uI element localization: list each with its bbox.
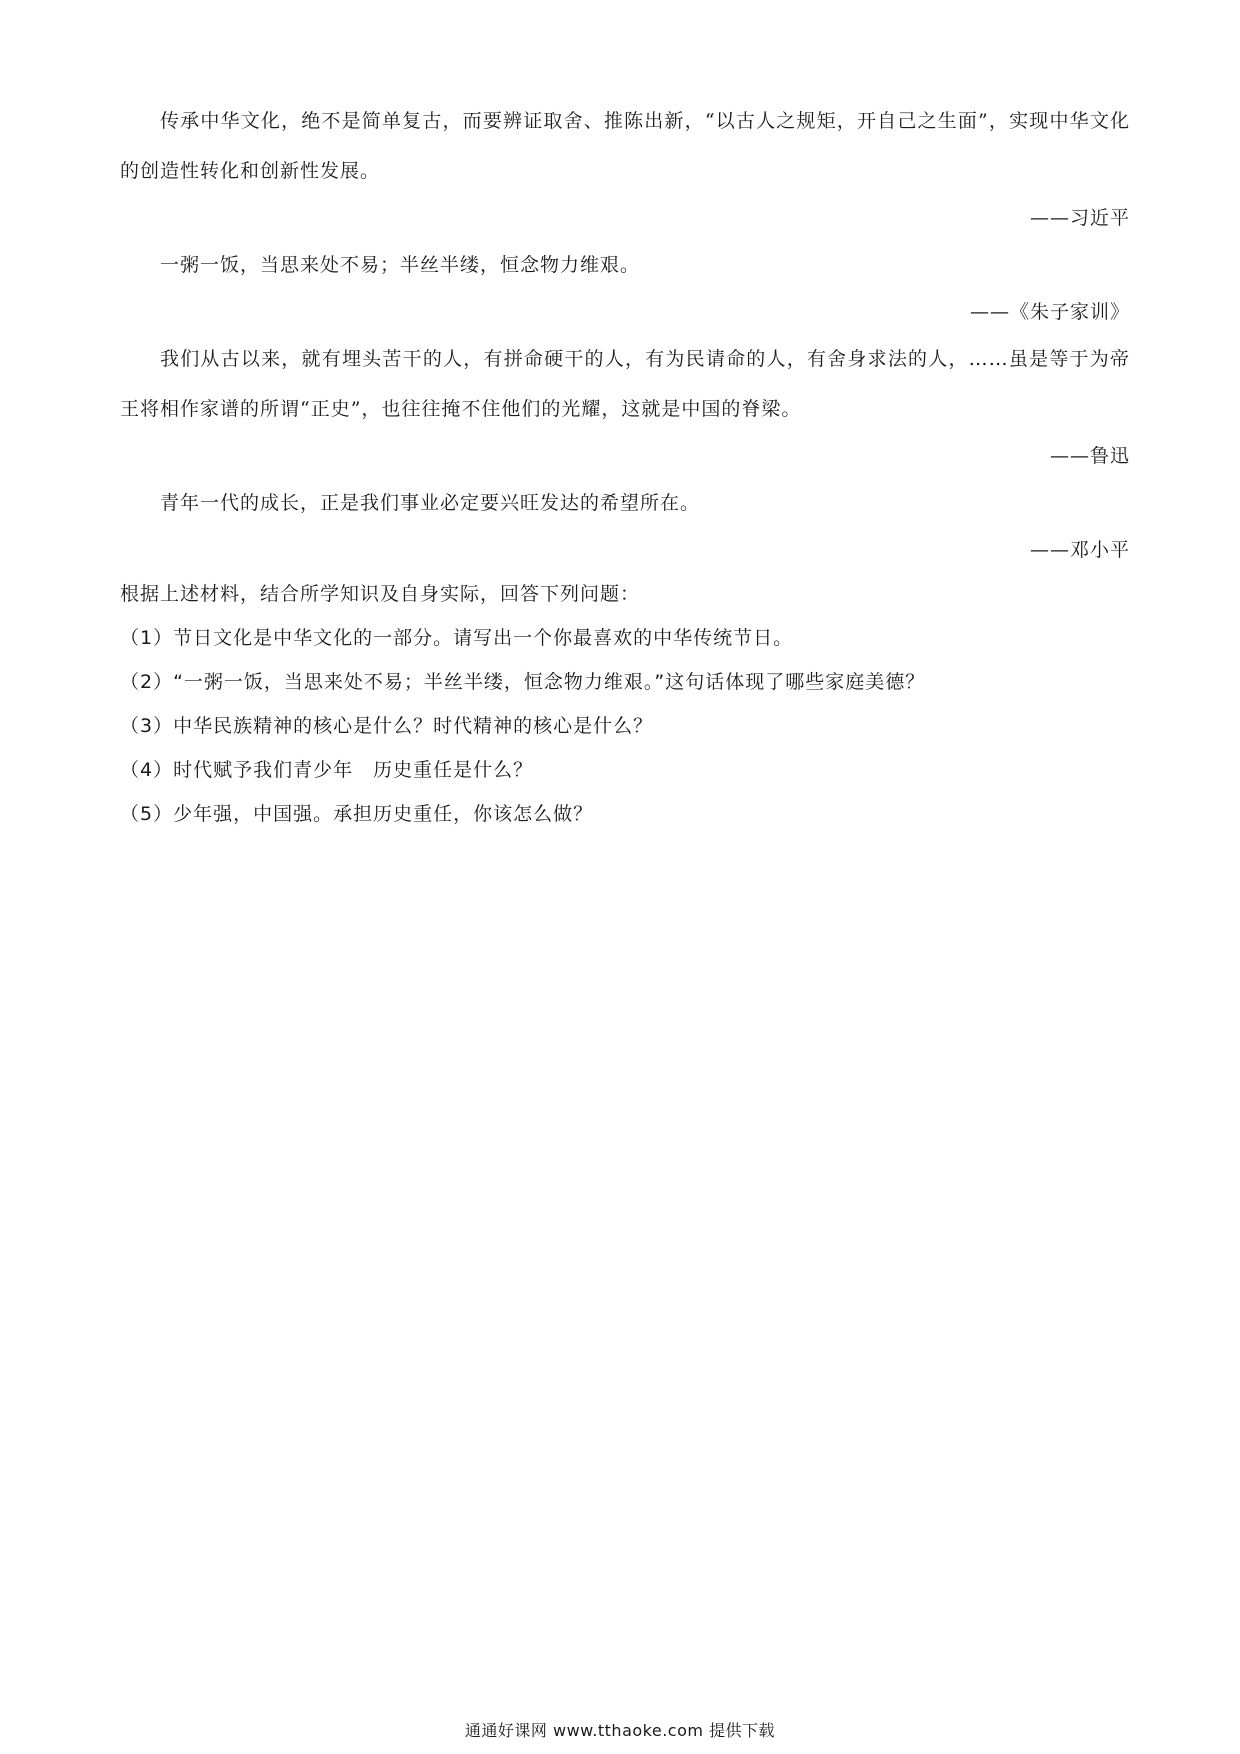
page-footer: 通通好课网 www.tthaoke.com 提供下载 [464,1721,776,1740]
quote-source: ——鲁迅 [1049,445,1130,467]
quote-source: ——邓小平 [1029,539,1130,561]
question-item-5: （5）少年强，中国强。承担历史重任，你该怎么做？ [120,803,594,825]
quote-text: 一粥一饭，当思来处不易；半丝半缕，恒念物力维艰。 [160,254,641,276]
quote-text: 青年一代的成长，正是我们事业必定要兴旺发达的希望所在。 [160,492,701,514]
quote-block-3 [120,334,1130,478]
quote-text: 我们从古以来，就有埋头苦干的人，有拼命硬干的人，有为民请命的人，有舍身求法的人，……虽是等于为帝王将相作家谱的所谓“正史”，也往往掩不住他们的光耀，这就是中国的脊梁。 [120,348,1130,420]
quote-text: 传承中华文化，绝不是简单复古，而要辨证取舍、推陈出新，“以古人之规矩，开自己之生面”，实现中华文化的创造性转化和创新性发展。 [120,110,1130,182]
quote-block-2 [120,240,1130,334]
question-instruction: 根据上述材料，结合所学知识及自身实际，回答下列问题： [120,583,641,605]
quote-block-4 [120,478,1130,572]
question-section [120,572,1130,836]
question-item-2: （2）“一粥一饭，当思来处不易；半丝半缕，恒念物力维艰。”这句话体现了哪些家庭美德？ [120,671,926,693]
question-list [120,616,1130,836]
question-item-3: （3）中华民族精神的核心是什么？时代精神的核心是什么？ [120,715,654,737]
question-item-4: （4）时代赋予我们青少年 历史重任是什么？ [120,759,534,781]
quote-source: ——习近平 [1029,207,1130,229]
document-content [120,96,1130,836]
question-item-1: （1）节日文化是中华文化的一部分。请写出一个你最喜欢的中华传统节日。 [120,627,794,649]
quote-block-1 [120,96,1130,240]
quote-source: ——《朱子家训》 [969,301,1130,323]
